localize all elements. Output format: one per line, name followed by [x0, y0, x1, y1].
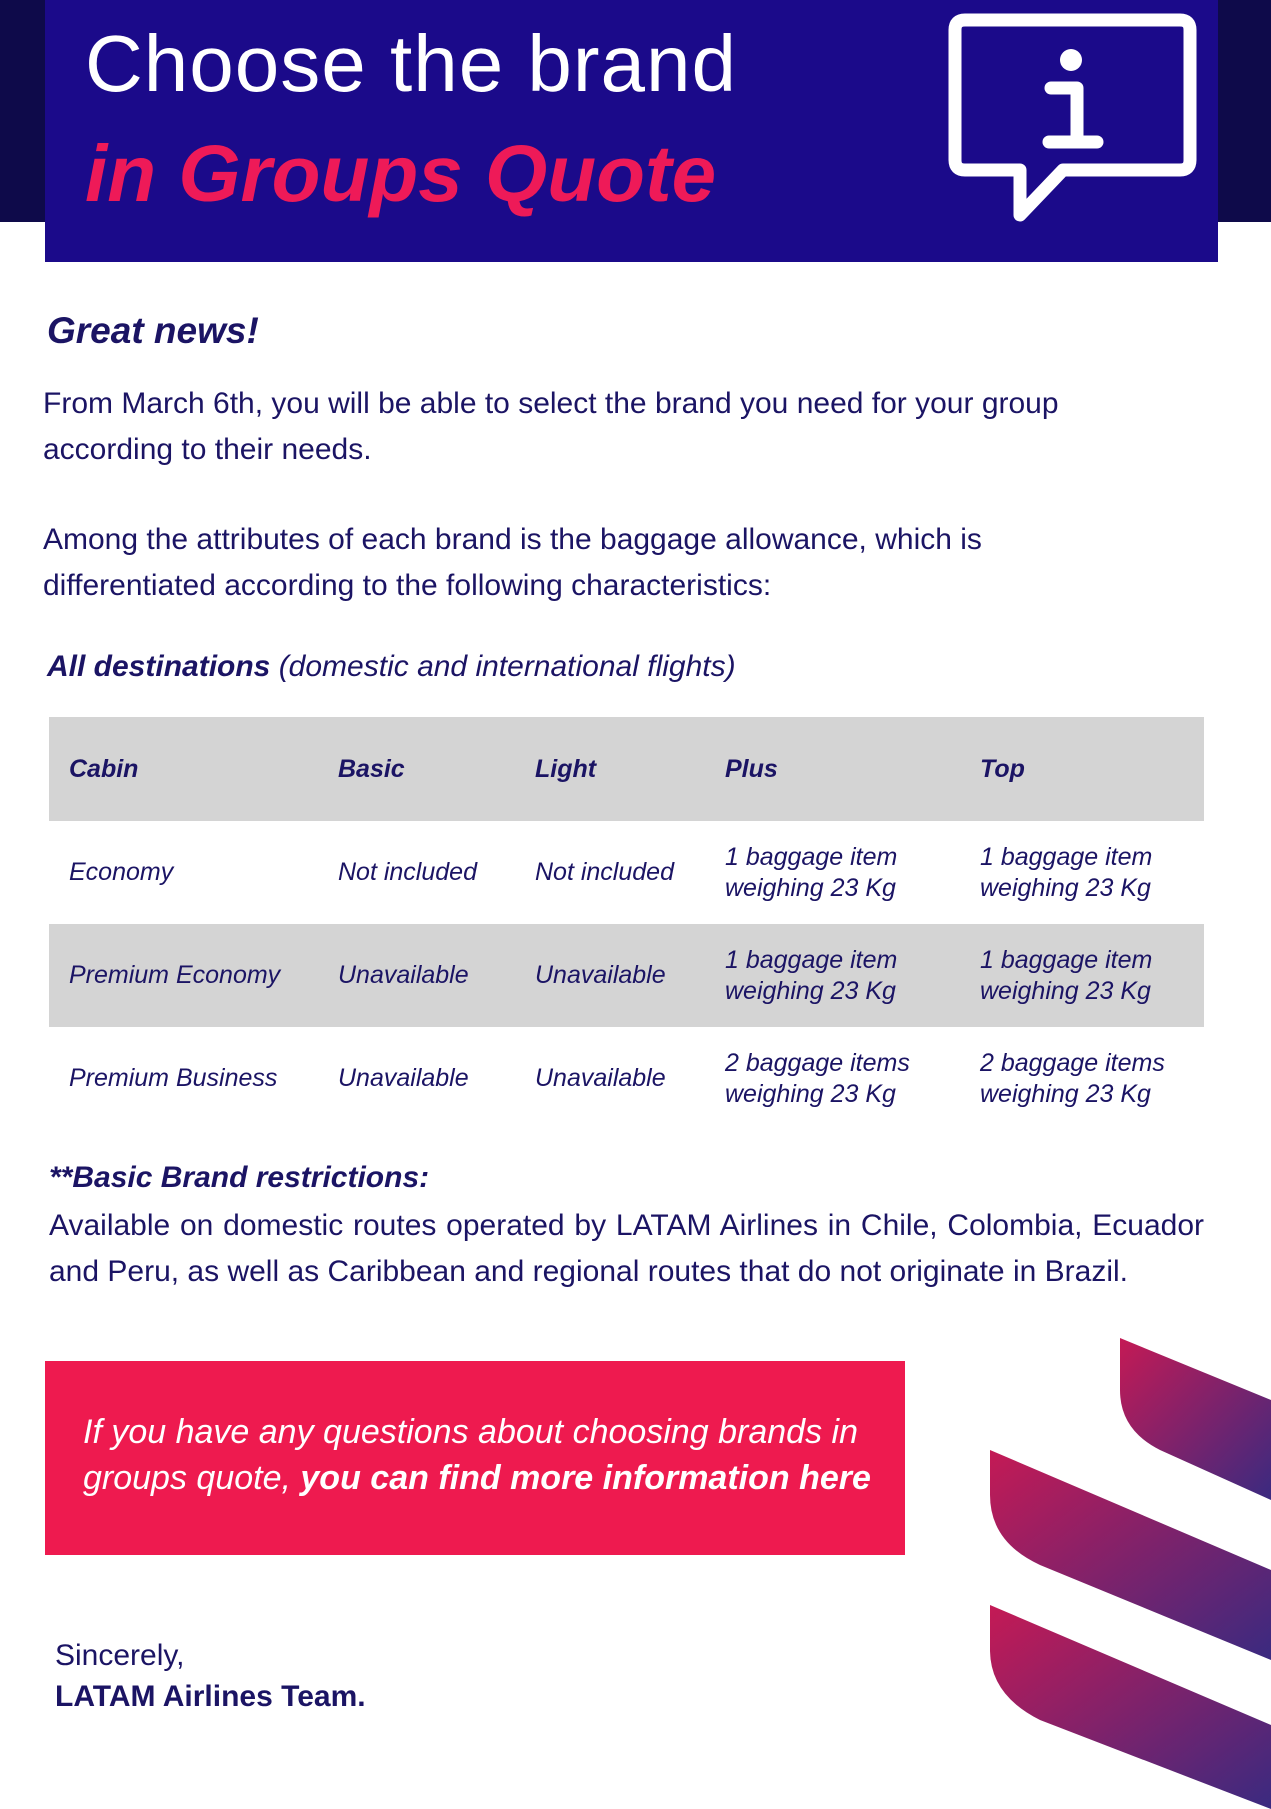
- signature-team: LATAM Airlines Team.: [55, 1680, 366, 1713]
- table-row: [49, 821, 1204, 924]
- cell-cabin: Premium Economy: [49, 924, 318, 1027]
- section-title: All destinations (domestic and international flights): [47, 650, 736, 683]
- cell-light: Not included: [535, 858, 674, 886]
- cell-top: 1 baggage item weighing 23 Kg: [980, 842, 1153, 902]
- header-banner: [45, 0, 1218, 262]
- cell-cabin: Premium Business: [69, 1064, 278, 1092]
- cell-basic: Not included: [338, 858, 477, 886]
- cell-light: Unavailable: [515, 924, 705, 1027]
- info-speech-bubble-icon: [945, 10, 1205, 250]
- page-title-line2: in Groups Quote: [85, 129, 717, 218]
- table-row: [49, 1027, 1204, 1130]
- header-cabin: Cabin: [49, 717, 318, 821]
- baggage-table: [49, 717, 1204, 1130]
- more-info-link[interactable]: you can find more information here: [300, 1459, 871, 1497]
- restrictions-text: Available on domestic routes operated by LATAM Airlines in Chile, Colombia, Ecuador and Peru, as well as Caribbean and regional routes that do not originate in Brazil.: [49, 1209, 1204, 1288]
- intro-paragraph-2: Among the attributes of each brand is the baggage allowance, which is differentiated according to the following characteristics:: [43, 523, 982, 602]
- callout-line2: groups quote, you can find more information here: [83, 1459, 871, 1497]
- restrictions-title: **Basic Brand restrictions:: [49, 1161, 430, 1194]
- page-title-line1: Choose the brand: [85, 19, 738, 108]
- cell-cabin: Economy: [69, 858, 174, 886]
- latam-stripes-logo: [980, 1330, 1271, 1809]
- cell-basic: Unavailable: [338, 1064, 469, 1092]
- signature-closing: Sincerely,: [55, 1639, 185, 1672]
- cell-plus: 1 baggage item weighing 23 Kg: [705, 924, 960, 1027]
- table-row: [49, 924, 1204, 1027]
- header-light: Light: [515, 717, 705, 821]
- callout-line1: If you have any questions about choosing brands in: [83, 1413, 858, 1451]
- header-plus: Plus: [705, 717, 960, 821]
- cell-top: 1 baggage item weighing 23 Kg: [960, 924, 1204, 1027]
- cell-plus: 2 baggage items weighing 23 Kg: [725, 1048, 910, 1108]
- cell-plus: 1 baggage item weighing 23 Kg: [725, 842, 898, 902]
- header-top: Top: [960, 717, 1204, 821]
- cell-light: Unavailable: [535, 1064, 666, 1092]
- greeting-heading: Great news!: [47, 310, 259, 351]
- cell-basic: Unavailable: [318, 924, 515, 1027]
- header-basic: Basic: [318, 717, 515, 821]
- info-callout: [45, 1361, 905, 1555]
- intro-paragraph-1: From March 6th, you will be able to select the brand you need for your group according to their needs.: [43, 387, 1059, 466]
- cell-top: 2 baggage items weighing 23 Kg: [980, 1048, 1165, 1108]
- table-header-row: [49, 717, 1204, 821]
